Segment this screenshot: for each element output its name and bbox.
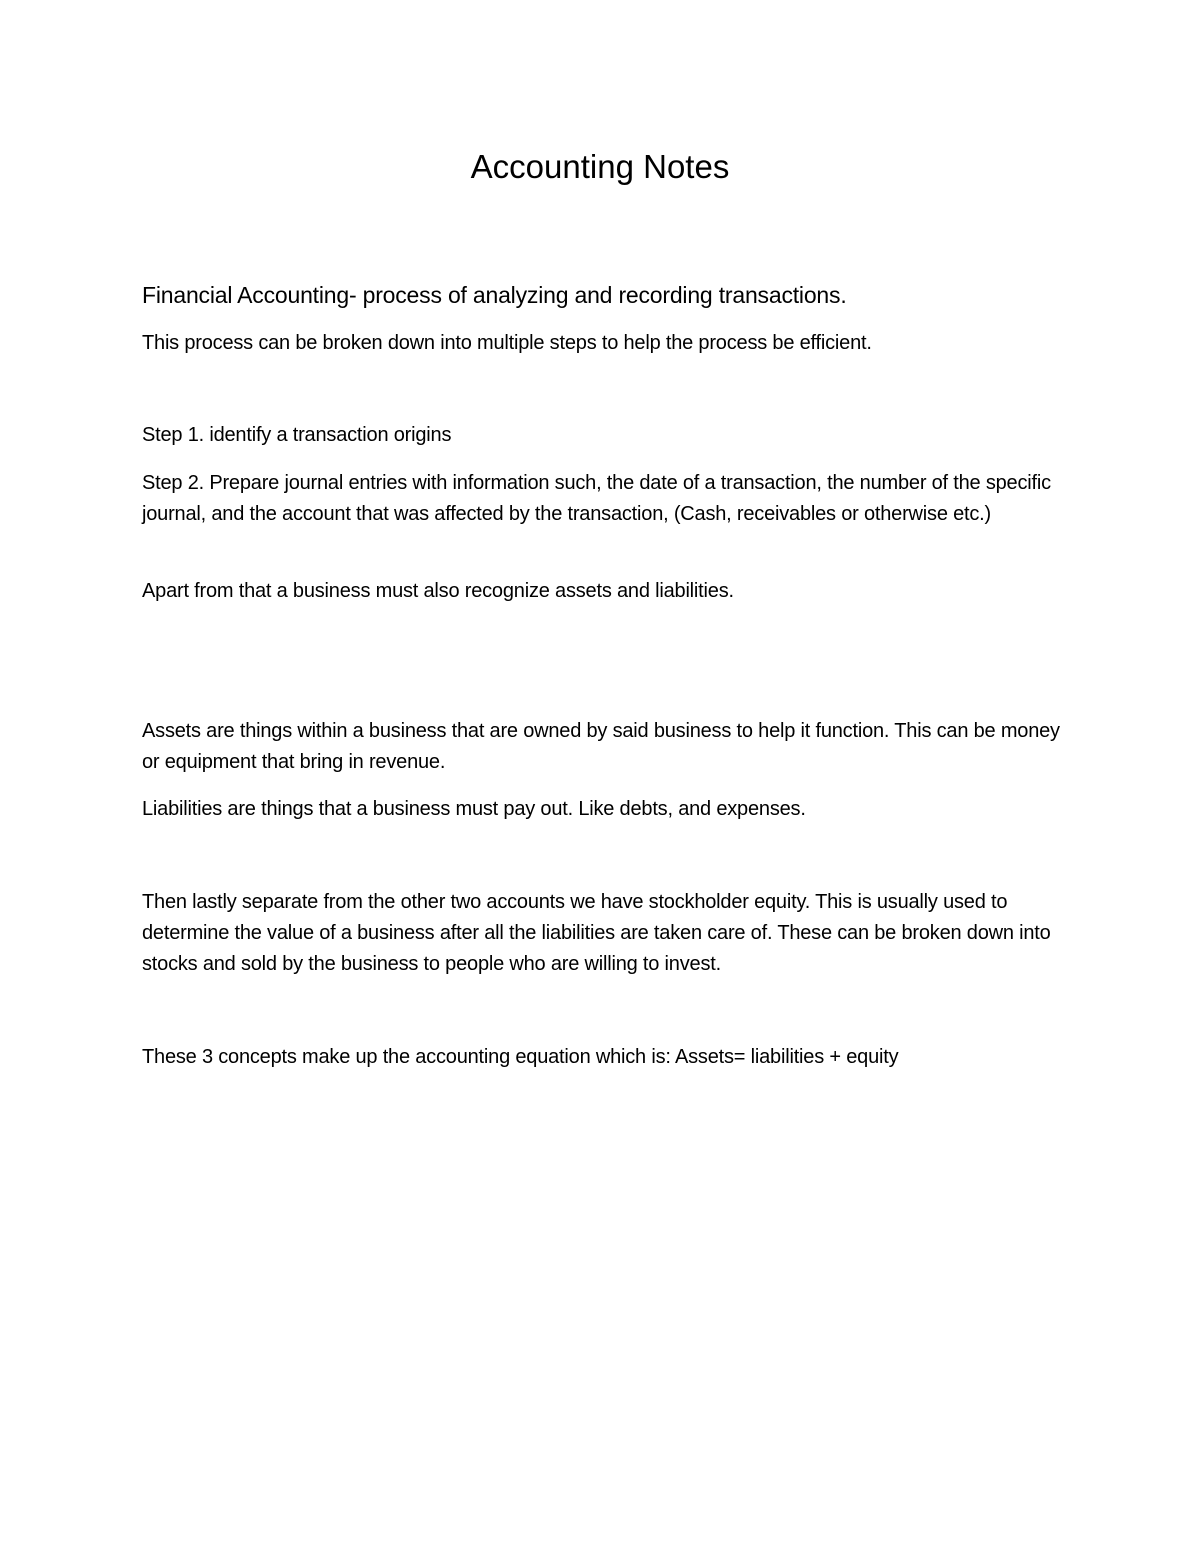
assets-paragraph: Assets are things within a business that are owned by said business to help it function. This can be money or equipment that bring in revenue. [142, 720, 1060, 773]
step-1-paragraph: Step 1. identify a transaction origins [142, 424, 452, 446]
accounting-equation-paragraph: These 3 concepts make up the accounting equation which is: Assets= liabilities + equity [142, 1046, 899, 1068]
financial-accounting-heading: Financial Accounting- process of analyzing and recording transactions. [142, 282, 847, 308]
equity-paragraph: Then lastly separate from the other two accounts we have stockholder equity. This is usually used to determine the value of a business after all the liabilities are taken care of. These can be broken down into stocks and sold by the business to people who are willing to invest. [142, 891, 1051, 975]
intro-paragraph: This process can be broken down into multiple steps to help the process be efficient. [142, 332, 872, 354]
liabilities-paragraph: Liabilities are things that a business must pay out. Like debts, and expenses. [142, 798, 806, 820]
page-title: Accounting Notes [470, 148, 730, 185]
assets-liabilities-intro-paragraph: Apart from that a business must also recognize assets and liabilities. [142, 580, 734, 602]
step-2-paragraph: Step 2. Prepare journal entries with information such, the date of a transaction, the number of the specific journal, and the account that was affected by the transaction, (Cash, receivables or otherwise etc.) [142, 472, 1051, 525]
